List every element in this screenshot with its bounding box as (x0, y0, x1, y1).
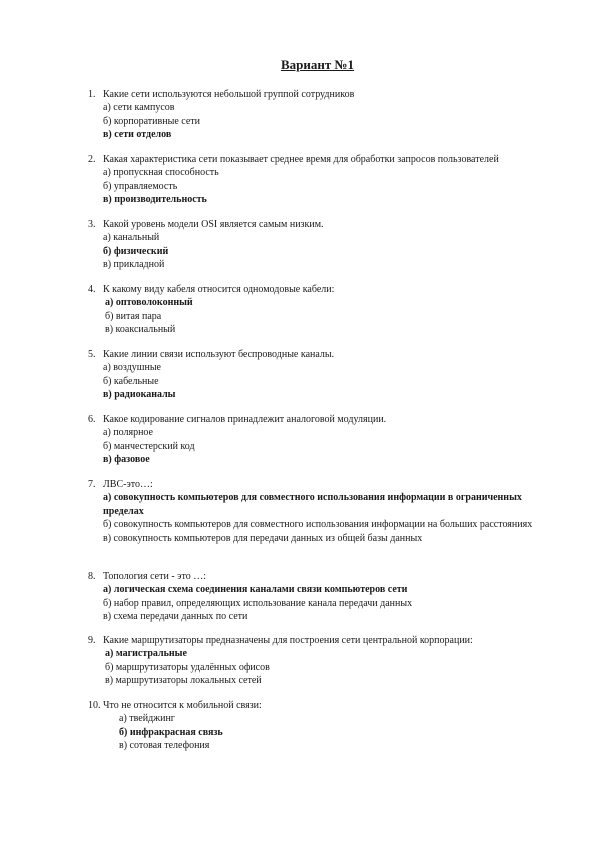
answer-option-correct: в) производительность (103, 194, 207, 206)
answer-option-correct: а) оптоволоконный (105, 297, 193, 309)
question-number: 9. (88, 635, 96, 646)
answer-option: а) сети кампусов (103, 102, 175, 114)
question-number: 1. (88, 89, 96, 100)
answer-option: б) набор правил, определяющих использование канала передачи данных (103, 597, 413, 609)
question-8 (88, 570, 558, 624)
answer-option: а) воздушные (103, 362, 161, 374)
question-9 (88, 634, 558, 688)
answer-option: б) управляемость (103, 180, 178, 192)
question-text: Какая характеристика сети показывает среднее время для обработки запросов пользователей (103, 154, 499, 165)
question-text: Какое кодирование сигналов принадлежит аналоговой модуляции. (103, 414, 387, 425)
question-10 (88, 699, 558, 753)
question-text: ЛВС-это…: (103, 479, 153, 490)
answer-option: а) полярное (103, 427, 153, 439)
answer-option: в) схема передачи данных по сети (103, 611, 248, 623)
question-number: 8. (88, 571, 96, 582)
answer-option: б) маршрутизаторы удалённых офисов (105, 661, 270, 673)
question-text: Какие линии связи используют беспроводные каналы. (103, 349, 335, 360)
question-number: 7. (88, 479, 96, 490)
answer-option: в) совокупность компьютеров для передачи данных из общей базы данных (103, 532, 423, 544)
question-text: К какому виду кабеля относится одномодовые кабели: (103, 284, 335, 295)
question-3 (88, 218, 558, 272)
question-text: Топология сети - это …: (103, 571, 206, 582)
page-title: Вариант №1 (280, 57, 355, 72)
answer-option-correct: а) магистральные (105, 648, 187, 660)
answer-option: б) манчестерский код (103, 440, 195, 452)
question-text: Какой уровень модели OSI является самым низким. (103, 219, 324, 230)
question-7 (88, 478, 558, 545)
answer-option: а) пропускная способность (103, 167, 219, 179)
answer-option: а) твейджинг (119, 713, 175, 725)
question-4 (88, 283, 558, 337)
question-5 (88, 348, 558, 402)
question-1 (88, 88, 558, 142)
question-number: 6. (88, 414, 96, 425)
question-text: Какие маршрутизаторы предназначены для построения сети центральной корпорации: (103, 635, 473, 646)
question-number: 10. (88, 700, 101, 711)
answer-option-correct: в) фазовое (103, 454, 150, 466)
answer-option-correct: а) совокупность компьютеров для совместного использования информации в ограниченных пределах (103, 492, 522, 517)
question-text: Какие сети используются небольшой группой сотрудников (103, 89, 355, 100)
question-number: 3. (88, 219, 96, 230)
answer-option: б) витая пара (105, 310, 162, 322)
answer-option: в) маршрутизаторы локальных сетей (105, 675, 262, 687)
question-number: 4. (88, 284, 96, 295)
answer-option: б) совокупность компьютеров для совместного использования информации на больших расстояниях (103, 519, 533, 531)
answer-option: в) сотовая телефония (119, 740, 210, 752)
question-2 (88, 153, 558, 207)
answer-option: в) коаксиальный (105, 324, 176, 336)
question-6 (88, 413, 558, 467)
answer-option: б) корпоративные сети (103, 115, 200, 127)
answer-option-correct: в) радиоканалы (103, 389, 176, 401)
answer-option: а) канальный (103, 232, 160, 244)
question-number: 2. (88, 154, 96, 165)
answer-option-correct: в) сети отделов (103, 129, 172, 141)
answer-option: в) прикладной (103, 259, 165, 271)
question-number: 5. (88, 349, 96, 360)
answer-option: б) кабельные (103, 375, 159, 387)
answer-option-correct: б) инфракрасная связь (119, 726, 223, 738)
answer-option-correct: а) логическая схема соединения каналами связи компьютеров сети (103, 584, 408, 596)
question-text: Что не относится к мобильной связи: (103, 700, 262, 711)
answer-option-correct: б) физический (103, 245, 169, 257)
